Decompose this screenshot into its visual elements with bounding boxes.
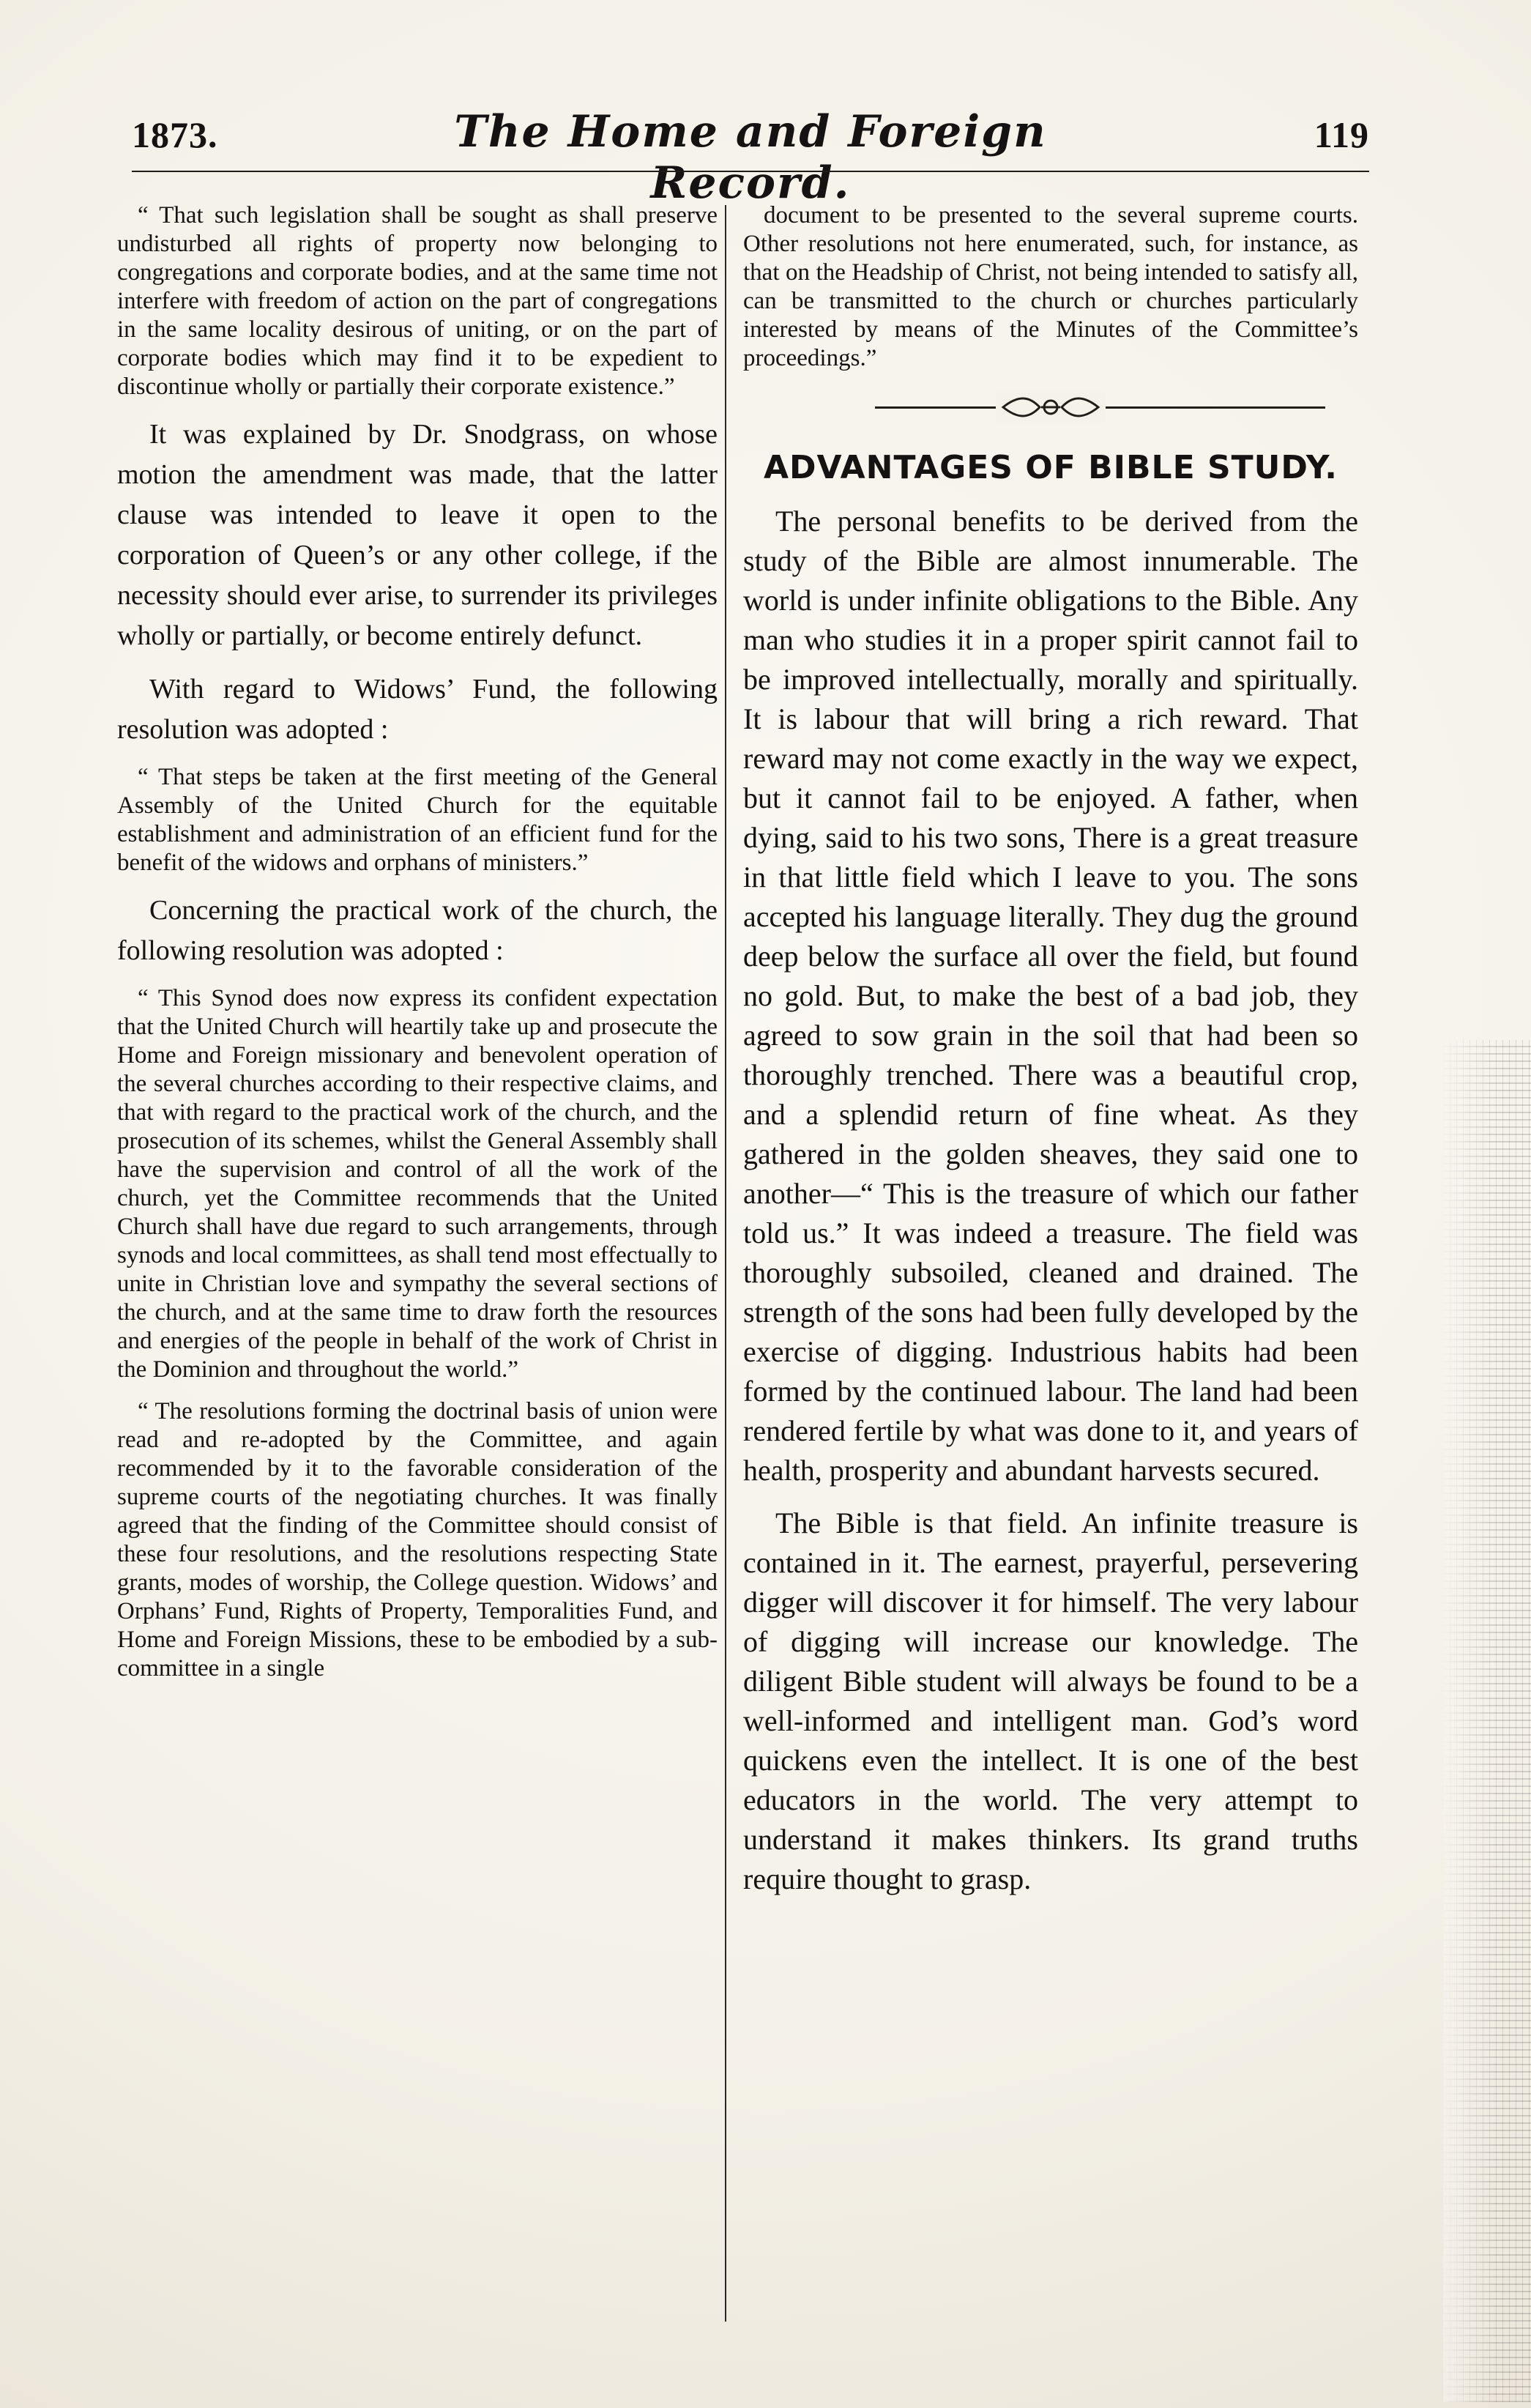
left-column xyxy=(117,201,718,2318)
header-rule xyxy=(132,171,1369,172)
quoted-resolution-4: “ The resolutions forming the doctrinal basis of union were read and re-adopted by the Committee, and again recommended by it to the favorable consideration of the supreme courts of the negotiating churches. It was finally agreed that the finding of the Committee should consist of these four resolutions, and the resolutions respecting State grants, modes of worship, the College question. Widows’ and Orphans’ Fund, Rights of Property, Temporalities Fund, and Home and Foreign Missions, these to be embodied by a sub-committee in a single xyxy=(117,1398,718,1681)
page-edge-texture xyxy=(1443,1040,1531,2402)
section-ornament xyxy=(743,387,1358,427)
right-column xyxy=(743,201,1358,2318)
quoted-resolution-1: “ That such legislation shall be sought as shall preserve undisturbed all rights of property now belonging to congregations and corporate bodies, and at the same time not interfere with freedom of action on the part of congregations in the same locality desirous of uniting, or on the part of corporate bodies which may find it to be expedient to discontinue wholly or partially their corporate existence.” xyxy=(117,202,718,400)
page-number: 119 xyxy=(1314,114,1369,155)
explanation-paragraph: It was explained by Dr. Snodgrass, on whose motion the amendment was made, that the latter clause was intended to leave it open to the corporation of Queen’s or any other college, if the necessity should ever arise, to surrender its privileges wholly or partially, or become entirely defunct. xyxy=(117,419,718,651)
widows-fund-paragraph: With regard to Widows’ Fund, the following resolution was adopted : xyxy=(117,674,718,745)
continued-text: document to be presented to the several supreme courts. Other resolutions not here enumerated, such, for instance, as that on the Headship of Christ, not being intended to satisfy all, can be transmitted to the church or churches particularly interested by means of the Minutes of the Committee’s proceedings.” xyxy=(743,202,1358,371)
bible-study-paragraph-1: The personal benefits to be derived from the study of the Bible are almost innumerable. The world is under infinite obligations to the Bible. Any man who studies it in a proper spirit cannot fail to be improved intellectually, morally and spiritually. It is labour that will bring a rich reward. That reward may not come exactly in the way we expect, but it cannot fail to be enjoyed. A father, when dying, said to his two sons, There is a great treasure in that little field which I leave to you. The sons accepted his language literally. They dug the ground deep below the surface all over the field, but found no gold. But, to make the best of a bad job, they agreed to sow grain in the soil that had been so thoroughly trenched. There was a beautiful crop, and a splendid return of fine wheat. As they gathered in the golden sheaves, they said one to another—“ This is the treasure of which our father told us.” It was indeed a treasure. The field was thoroughly subsoiled, cleaned and drained. The strength of the sons had been fully developed by the exercise of digging. Industrious habits had been formed by the continued labour. The land had been rendered fertile by what was done to it, and years of health, prosperity and abundant harvests secured. xyxy=(743,505,1358,1487)
page-header xyxy=(132,106,1369,209)
quoted-resolution-3: “ This Synod does now express its confident expectation that the United Church will heartily take up and prosecute the Home and Foreign missionary and benevolent operation of the several churches according to their respective claims, and that with regard to the practical work of the church, and the prosecution of its schemes, whilst the General Assembly shall have the supervision and control of all the work of the church, yet the Committee recommends that the United Church shall have due regard to such arrangements, through synods and local committees, as shall tend most effectually to unite in Christian love and sympathy the several sections of the church, and at the same time to draw forth the resources and energies of the people in behalf of the work of Christ in the Dominion and throughout the world.” xyxy=(117,985,718,1383)
year: 1873. xyxy=(132,114,218,155)
bible-study-paragraph-2: The Bible is that field. An infinite treasure is contained in it. The earnest, prayerful, persevering digger will discover it for himself. The very labour of digging will increase our knowledge. The diligent Bible student will always be found to be a well-informed and intelligent man. God’s word quickens even the intellect. It is one of the best educators in the world. The very attempt to understand it makes thinkers. Its grand truths require thought to grasp. xyxy=(743,1506,1358,1895)
column-divider xyxy=(725,205,726,2322)
ornament-center xyxy=(996,392,1106,423)
quoted-resolution-2: “ That steps be taken at the first meeting of the General Assembly of the United Church for the equitable establishment and administration of an efficient fund for the benefit of the widows and orphans of ministers.” xyxy=(117,764,718,876)
practical-work-paragraph: Concerning the practical work of the church, the following resolution was adopted : xyxy=(117,895,718,966)
section-title: ADVANTAGES OF BIBLE STUDY. xyxy=(763,449,1338,486)
journal-title: The Home and Foreign Record. xyxy=(454,106,1047,209)
